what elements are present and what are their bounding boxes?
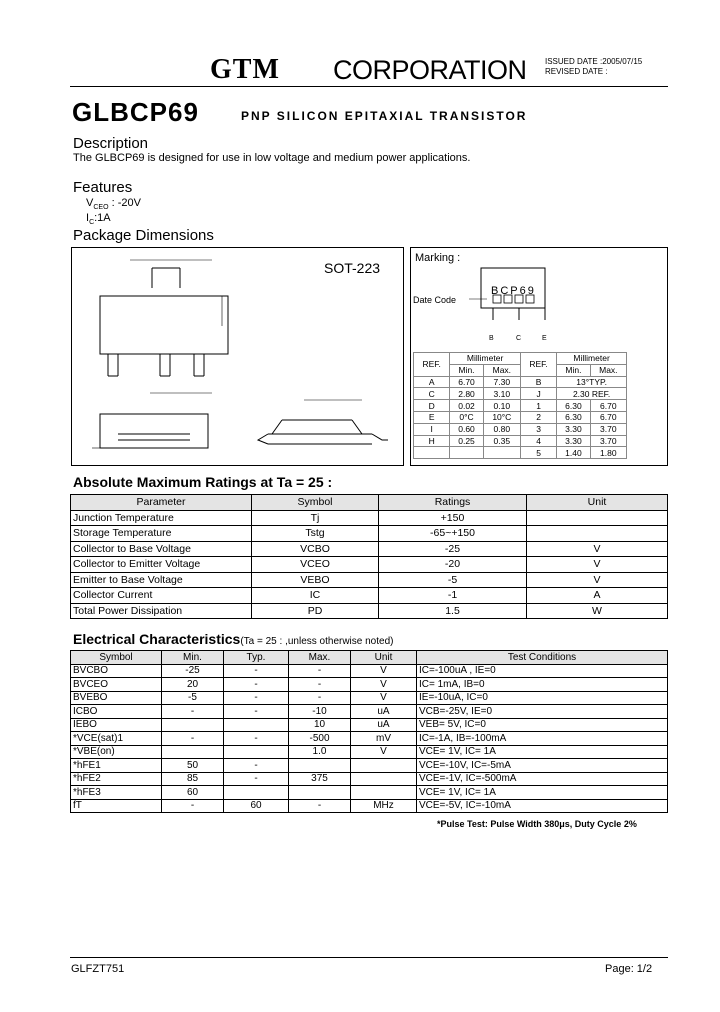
ratings-row <box>71 603 668 619</box>
dimensions-row <box>414 400 627 412</box>
package-heading: Package Dimensions <box>73 227 214 244</box>
dim-max: 10°C <box>483 411 520 423</box>
elec-typ <box>224 786 289 800</box>
electrical-row <box>71 786 668 800</box>
dim-ref: I <box>414 423 450 435</box>
dim-min-2: 6.30 <box>557 400 590 412</box>
electrical-row <box>71 705 668 719</box>
ratings-col-ratings: Ratings <box>379 495 527 511</box>
electrical-row <box>71 759 668 773</box>
elec-unit <box>351 772 417 786</box>
dim-ref-2: B <box>520 376 556 388</box>
dim-min: 0°C <box>450 411 483 423</box>
elec-typ <box>224 745 289 759</box>
electrical-table <box>70 650 668 813</box>
rating-unit: W <box>527 603 668 619</box>
elec-unit: V <box>351 664 417 678</box>
dimensions-row <box>414 423 627 435</box>
pulse-test-footnote: *Pulse Test: Pulse Width 380μs, Duty Cycle 2% <box>437 819 637 829</box>
ratings-row <box>71 541 668 557</box>
rating-symbol: Tstg <box>252 526 379 542</box>
dim-ref: H <box>414 435 450 447</box>
dimensions-row <box>414 411 627 423</box>
dim-ref: A <box>414 376 450 388</box>
dim-min-header: Min. <box>450 364 483 376</box>
elec-unit: V <box>351 691 417 705</box>
ic-symbol: I <box>86 212 90 224</box>
ratings-row <box>71 526 668 542</box>
elec-symbol: *VCE(sat)1 <box>71 732 162 746</box>
dim-max-2: 6.70 <box>590 400 626 412</box>
dimensions-row <box>414 376 627 388</box>
rating-parameter: Collector Current <box>71 588 252 604</box>
electrical-heading-wrap <box>73 631 393 649</box>
elec-col-typ: Typ. <box>224 651 289 665</box>
rating-parameter: Storage Temperature <box>71 526 252 542</box>
rating-parameter: Emitter to Base Voltage <box>71 572 252 588</box>
elec-max: - <box>289 664 351 678</box>
electrical-row <box>71 678 668 692</box>
electrical-row <box>71 664 668 678</box>
elec-condition: IC=-100uA , IE=0 <box>417 664 668 678</box>
rating-value: -25 <box>379 541 527 557</box>
elec-col-min: Min. <box>162 651 224 665</box>
elec-min <box>162 745 224 759</box>
elec-typ: - <box>224 705 289 719</box>
elec-condition: VEB= 5V, IC=0 <box>417 718 668 732</box>
rating-symbol: VCBO <box>252 541 379 557</box>
elec-condition: IE=-10uA, IC=0 <box>417 691 668 705</box>
elec-typ: 60 <box>224 799 289 813</box>
elec-typ: - <box>224 772 289 786</box>
rating-parameter: Total Power Dissipation <box>71 603 252 619</box>
elec-typ: - <box>224 678 289 692</box>
dim-ref: C <box>414 388 450 400</box>
elec-symbol: ICBO <box>71 705 162 719</box>
dim-max-2: 6.70 <box>590 411 626 423</box>
vceo-symbol: V <box>86 197 94 209</box>
rating-value: -20 <box>379 557 527 573</box>
elec-condition: VCE=-10V, IC=-5mA <box>417 759 668 773</box>
elec-col-conditions: Test Conditions <box>417 651 668 665</box>
dimensions-row <box>414 435 627 447</box>
dim-ref-2: 5 <box>520 447 556 459</box>
elec-symbol: BVCBO <box>71 664 162 678</box>
elec-col-symbol: Symbol <box>71 651 162 665</box>
ratings-row <box>71 557 668 573</box>
elec-condition: VCB=-25V, IE=0 <box>417 705 668 719</box>
dim-min-2: 3.30 <box>557 423 590 435</box>
part-number: GLBCP69 <box>72 97 199 127</box>
electrical-row <box>71 691 668 705</box>
electrical-row <box>71 799 668 813</box>
dimensions-header-row <box>414 353 627 365</box>
elec-symbol: *hFE1 <box>71 759 162 773</box>
rating-parameter: Junction Temperature <box>71 510 252 526</box>
marking-label: Marking : <box>415 252 461 264</box>
dimensions-row <box>414 447 627 459</box>
ratings-header-row <box>71 495 668 511</box>
dim-min-header-2: Min. <box>557 364 590 376</box>
dim-min <box>450 447 483 459</box>
dim-max <box>483 447 520 459</box>
rating-unit: V <box>527 557 668 573</box>
dim-ref-2: J <box>520 388 556 400</box>
rating-value: 1.5 <box>379 603 527 619</box>
elec-condition: IC=-1A, IB=-100mA <box>417 732 668 746</box>
elec-symbol: BVEBO <box>71 691 162 705</box>
features-heading: Features <box>73 179 133 196</box>
dim-min: 2.80 <box>450 388 483 400</box>
elec-min: 60 <box>162 786 224 800</box>
elec-symbol: IEBO <box>71 718 162 732</box>
elec-col-max: Max. <box>289 651 351 665</box>
ratings-row <box>71 572 668 588</box>
rating-symbol: Tj <box>252 510 379 526</box>
marking-and-dimensions-box <box>410 247 668 466</box>
elec-condition: VCE=-1V, IC=-500mA <box>417 772 668 786</box>
ic-value: :1A <box>94 212 111 224</box>
elec-condition: VCE=-5V, IC=-10mA <box>417 799 668 813</box>
marking-text: BCP69 <box>491 285 536 297</box>
elec-col-unit: Unit <box>351 651 417 665</box>
elec-typ: - <box>224 664 289 678</box>
dim-max: 7.30 <box>483 376 520 388</box>
elec-condition: VCE= 1V, IC= 1A <box>417 786 668 800</box>
elec-min: 85 <box>162 772 224 786</box>
vceo-value: : -20V <box>111 197 141 209</box>
rating-unit: V <box>527 572 668 588</box>
elec-unit: uA <box>351 718 417 732</box>
dim-max-header: Max. <box>483 364 520 376</box>
ratings-row <box>71 510 668 526</box>
dim-max: 0.80 <box>483 423 520 435</box>
dim-min-2: 6.30 <box>557 411 590 423</box>
dim-min: 0.60 <box>450 423 483 435</box>
rating-symbol: VCEO <box>252 557 379 573</box>
rating-value: -65~+150 <box>379 526 527 542</box>
dim-max: 3.10 <box>483 388 520 400</box>
elec-min: 50 <box>162 759 224 773</box>
package-outline-drawing <box>72 248 403 465</box>
dim-ref-header: REF. <box>414 353 450 377</box>
header-divider <box>70 86 668 87</box>
elec-condition: IC= 1mA, IB=0 <box>417 678 668 692</box>
rating-parameter: Collector to Base Voltage <box>71 541 252 557</box>
elec-typ <box>224 718 289 732</box>
dim-max: 0.35 <box>483 435 520 447</box>
dim-ref-2: 3 <box>520 423 556 435</box>
elec-typ: - <box>224 759 289 773</box>
document-code: GLFZT751 <box>71 963 125 975</box>
elec-max: -10 <box>289 705 351 719</box>
dim-ref-2: 4 <box>520 435 556 447</box>
elec-max: 10 <box>289 718 351 732</box>
electrical-heading: Electrical Characteristics <box>73 631 241 647</box>
elec-max: - <box>289 691 351 705</box>
rating-unit <box>527 526 668 542</box>
electrical-heading-note: (Ta = 25 : ,unless otherwise noted) <box>240 636 394 647</box>
rating-unit <box>527 510 668 526</box>
elec-symbol: BVCEO <box>71 678 162 692</box>
elec-unit: mV <box>351 732 417 746</box>
issued-date: ISSUED DATE :2005/07/15 <box>545 57 643 66</box>
dim-min: 6.70 <box>450 376 483 388</box>
elec-symbol: *hFE3 <box>71 786 162 800</box>
electrical-row <box>71 732 668 746</box>
ic-subscript: C <box>89 219 95 227</box>
elec-typ: - <box>224 732 289 746</box>
elec-min <box>162 718 224 732</box>
ratings-col-parameter: Parameter <box>71 495 252 511</box>
dim-ref-header-2: REF. <box>520 353 556 377</box>
elec-min: 20 <box>162 678 224 692</box>
rating-symbol: PD <box>252 603 379 619</box>
footer-divider <box>70 957 668 958</box>
electrical-row <box>71 772 668 786</box>
revised-date: REVISED DATE : <box>545 67 608 76</box>
dim-ref <box>414 447 450 459</box>
elec-min: -5 <box>162 691 224 705</box>
dim-merged-value: 13°TYP. <box>557 376 627 388</box>
pin-label-e: E <box>542 335 547 342</box>
dim-max-2: 3.70 <box>590 423 626 435</box>
date-code-label: Date Code <box>413 295 457 305</box>
ratings-table <box>70 494 668 619</box>
electrical-header-row <box>71 651 668 665</box>
corporation-title: CORPORATION <box>333 55 527 85</box>
rating-value: -1 <box>379 588 527 604</box>
ratings-col-symbol: Symbol <box>252 495 379 511</box>
rating-value: +150 <box>379 510 527 526</box>
dimensions-table <box>413 352 627 459</box>
dim-max: 0.10 <box>483 400 520 412</box>
dim-min-2: 3.30 <box>557 435 590 447</box>
rating-unit: A <box>527 588 668 604</box>
vceo-subscript: CEO <box>93 204 109 212</box>
elec-unit: uA <box>351 705 417 719</box>
dim-min: 0.25 <box>450 435 483 447</box>
elec-min: - <box>162 705 224 719</box>
dim-min-2: 1.40 <box>557 447 590 459</box>
elec-unit: MHz <box>351 799 417 813</box>
elec-max: - <box>289 799 351 813</box>
dim-ref-2: 2 <box>520 411 556 423</box>
elec-symbol: *VBE(on) <box>71 745 162 759</box>
dimensions-row <box>414 388 627 400</box>
dim-mm-header: Millimeter <box>450 353 521 365</box>
elec-symbol: *hFE2 <box>71 772 162 786</box>
elec-symbol: fT <box>71 799 162 813</box>
issue-dates <box>545 57 642 77</box>
feature-ic <box>86 212 111 226</box>
ratings-col-unit: Unit <box>527 495 668 511</box>
elec-max: -500 <box>289 732 351 746</box>
elec-max: - <box>289 678 351 692</box>
elec-unit: V <box>351 678 417 692</box>
pin-label-c: C <box>516 335 522 342</box>
elec-unit <box>351 786 417 800</box>
marking-drawing <box>411 248 667 358</box>
description-text: The GLBCP69 is designed for use in low voltage and medium power applications. <box>73 152 471 164</box>
electrical-row <box>71 745 668 759</box>
elec-max: 1.0 <box>289 745 351 759</box>
brand-logo: GTM <box>210 54 280 85</box>
description-heading: Description <box>73 135 149 152</box>
dim-ref: D <box>414 400 450 412</box>
package-type: SOT-223 <box>324 260 381 276</box>
elec-condition: VCE= 1V, IC= 1A <box>417 745 668 759</box>
elec-max <box>289 759 351 773</box>
elec-min: -25 <box>162 664 224 678</box>
dim-min: 0.02 <box>450 400 483 412</box>
dim-merged-value: 2.30 REF. <box>557 388 627 400</box>
elec-unit <box>351 759 417 773</box>
elec-unit: V <box>351 745 417 759</box>
dim-ref-2: 1 <box>520 400 556 412</box>
dim-ref: E <box>414 411 450 423</box>
elec-typ: - <box>224 691 289 705</box>
dim-mm-header-2: Millimeter <box>557 353 627 365</box>
elec-max <box>289 786 351 800</box>
ratings-row <box>71 588 668 604</box>
feature-vceo <box>86 197 141 211</box>
rating-symbol: VEBO <box>252 572 379 588</box>
elec-max: 375 <box>289 772 351 786</box>
rating-value: -5 <box>379 572 527 588</box>
rating-unit: V <box>527 541 668 557</box>
package-drawing-box <box>71 247 404 466</box>
dim-max-header-2: Max. <box>590 364 626 376</box>
electrical-row <box>71 718 668 732</box>
dim-max-2: 1.80 <box>590 447 626 459</box>
part-subtitle: PNP SILICON EPITAXIAL TRANSISTOR <box>241 109 528 123</box>
elec-min: - <box>162 799 224 813</box>
elec-min: - <box>162 732 224 746</box>
rating-symbol: IC <box>252 588 379 604</box>
page-number: Page: 1/2 <box>605 963 653 975</box>
rating-parameter: Collector to Emitter Voltage <box>71 557 252 573</box>
ratings-heading: Absolute Maximum Ratings at Ta = 25 : <box>73 474 333 490</box>
pin-label-b: B <box>489 335 494 342</box>
dim-max-2: 3.70 <box>590 435 626 447</box>
